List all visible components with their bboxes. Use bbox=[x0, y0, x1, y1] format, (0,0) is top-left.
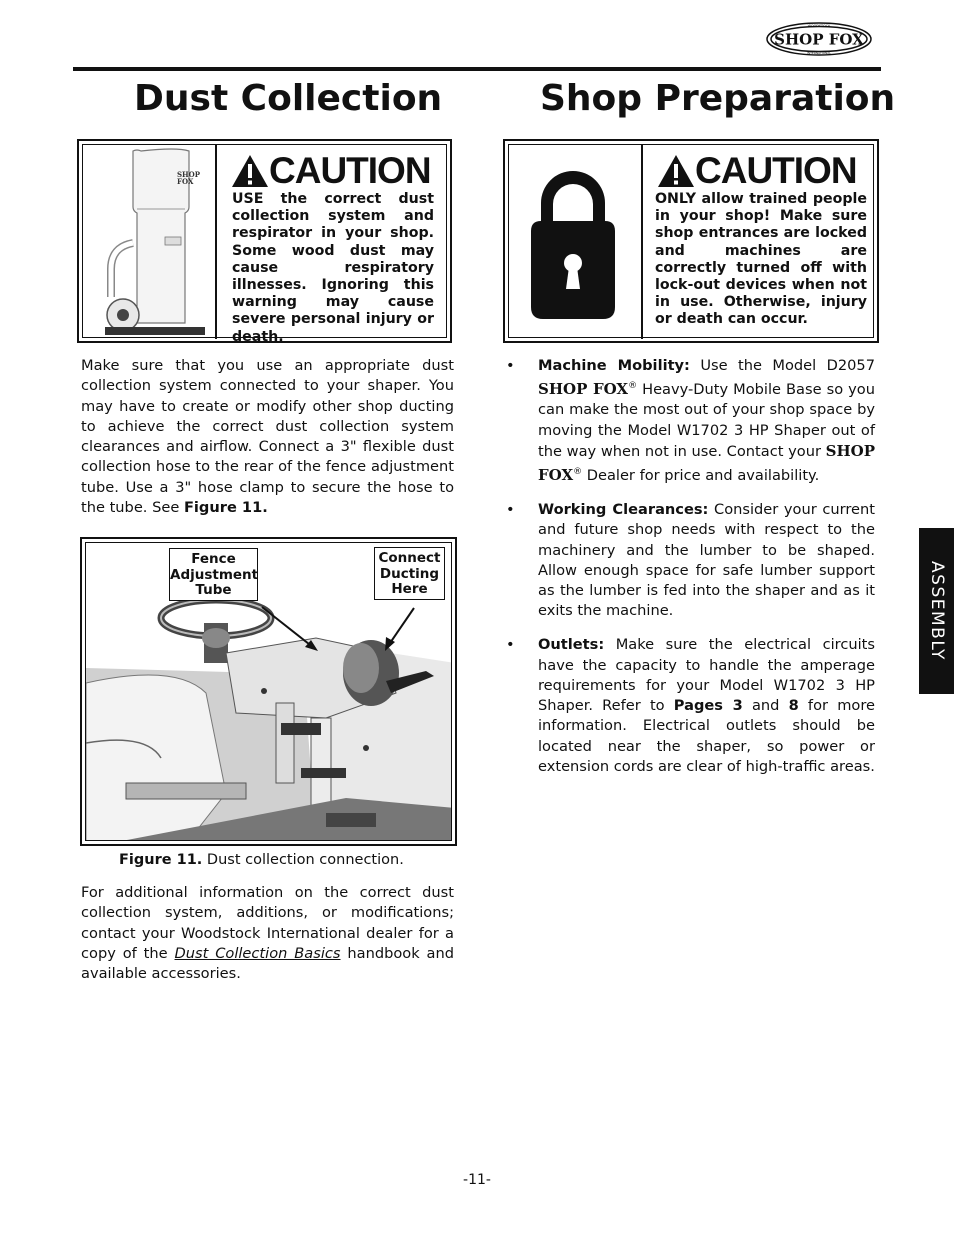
dust-caution-box: SHOP FOX CAUTION USE the correct dust collection system and respirator in your shop. Some wood dust may cause respiratory illnesses. Ignoring this warning may cause severe personal injury or death. bbox=[77, 139, 452, 343]
shop-fox-logo bbox=[766, 22, 872, 56]
shop-caution-box: CAUTION ONLY allow trained people in your shop! Make sure shop entrances are locked and machines are correctly turned off with lock-out devices when not in use. Otherwise, injury or death can occur. bbox=[503, 139, 879, 343]
connect-ducting-callout: Connect Ducting Here bbox=[374, 547, 445, 600]
header-rule bbox=[73, 67, 881, 71]
shop-caution-text: ONLY allow trained people in your shop! Make sure shop entrances are locked and machines are correctly turned off with lock-out devices when not in use. Otherwise, injury or death can occur. bbox=[655, 191, 867, 328]
warning-triangle-icon bbox=[231, 154, 269, 188]
padlock-icon bbox=[525, 159, 621, 321]
page-number: -11- bbox=[463, 1172, 491, 1188]
figure-reference: Figure 11. bbox=[183, 499, 268, 517]
list-item: • Machine Mobility: Use the Model D2057 SHOP FOX® Heavy-Duty Mobile Base so you can make the most out of your shop space by moving the Model W1702 3 HP Shaper out of the way when not in use. Contact your SHOP FOX® Dealer for price and availability. bbox=[506, 357, 876, 485]
dust-collector-icon bbox=[97, 147, 207, 337]
fence-adjustment-tube-callout: Fence Adjustment Tube bbox=[169, 548, 258, 601]
svg-text:INTERNATIONAL: INTERNATIONAL bbox=[806, 51, 832, 55]
dust-collection-basics-title: Dust Collection Basics bbox=[174, 944, 341, 962]
figure-11 bbox=[80, 537, 457, 846]
svg-text:SHOP FOX: SHOP FOX bbox=[774, 30, 864, 49]
shop-prep-bullets bbox=[506, 356, 876, 791]
additional-info-paragraph: For additional information on the correct dust collection system, additions, or modifications; contact your Woodstock International dealer for a copy of the Dust Collection Basics handbook and available accessories. bbox=[81, 884, 455, 983]
shop-preparation-heading: Shop Preparation bbox=[540, 78, 896, 119]
list-item: • Working Clearances: Consider your current and future shop needs with respect to the machinery and the lumber to be shaped. Allow enough space for safe lumber support as the lumber is fed into the shaper and as it exits the machine. bbox=[506, 501, 876, 620]
warning-triangle-icon bbox=[657, 154, 695, 188]
dust-caution-text: USE the correct dust collection system and respirator in your shop. Some wood dust may cause respiratory illnesses. Ignoring this warning may cause severe personal injury or death. bbox=[232, 191, 434, 345]
svg-text:WOODSTOCK: WOODSTOCK bbox=[807, 24, 831, 29]
dust-collection-heading: Dust Collection bbox=[134, 78, 443, 119]
assembly-side-tab: ASSEMBLY bbox=[919, 528, 954, 694]
dust-collection-paragraph: Make sure that you use an appropriate dust collection system connected to your shaper. You may have to create or modify other shop ducting to achieve the correct dust collection system clearances and airflow. Connect a 3" flexible dust collection hose to the rear of the fence adjustment tube. Use a 3" hose clamp to secure the hose to the tube. See Figure 11. bbox=[81, 357, 454, 517]
figure-11-caption: Figure 11. Dust collection connection. bbox=[119, 852, 404, 868]
list-item: • Outlets: Make sure the electrical circuits have the capacity to handle the amperage requirements for your Model W1702 3 HP Shaper. Refer to Pages 3 and 8 for more information. Electrical outlets should be located near the shaper, so power or extension cords are clear of high-traffic areas. bbox=[506, 636, 875, 776]
svg-text:FOX: FOX bbox=[177, 177, 194, 186]
svg-text:SHOP: SHOP bbox=[177, 170, 201, 179]
